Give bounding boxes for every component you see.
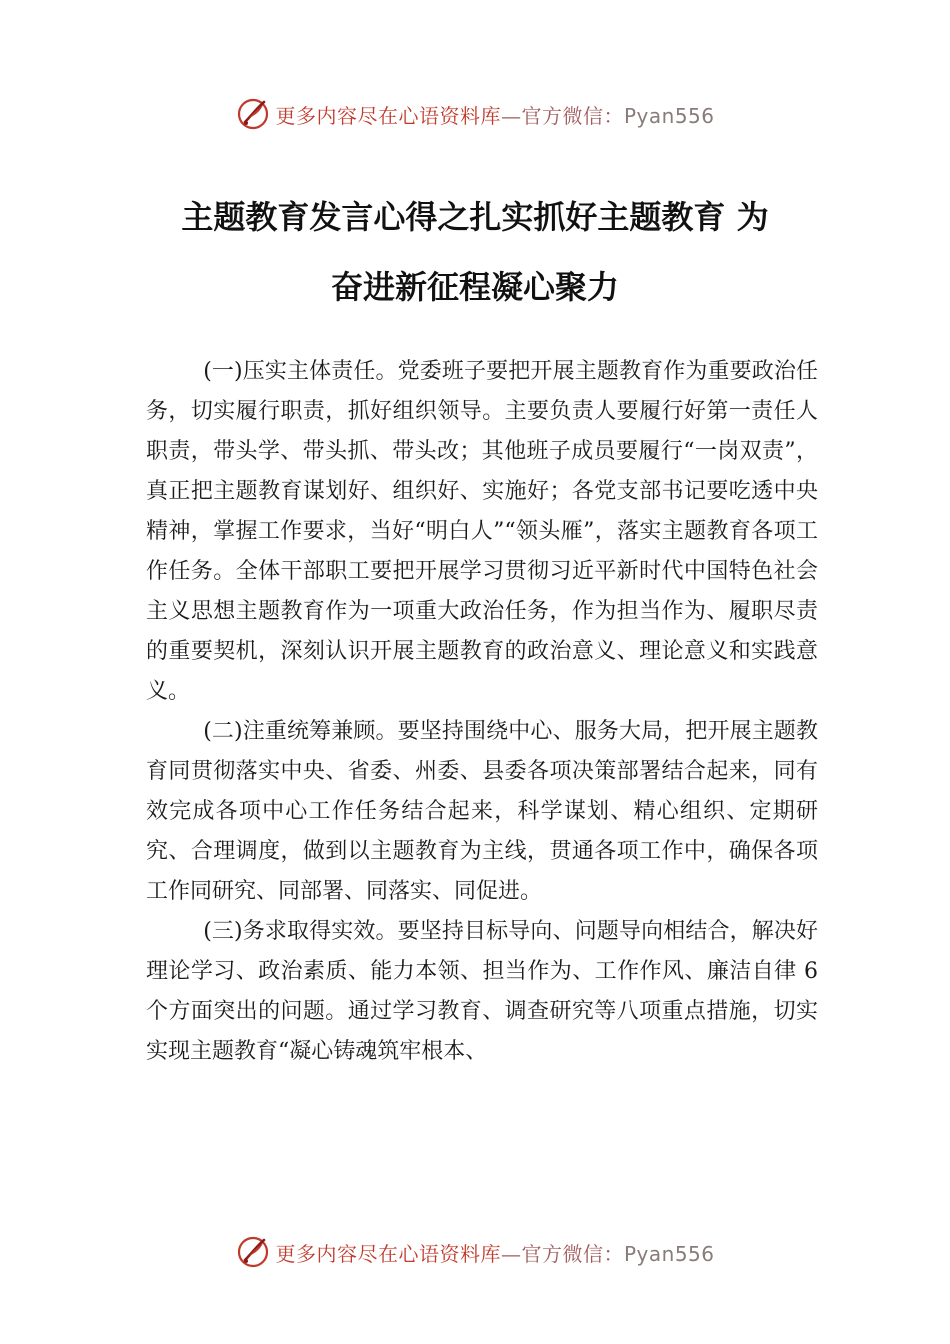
banner-slogan: 更多内容尽在心语资料库 <box>275 1241 501 1266</box>
banner-separator: — <box>500 1241 522 1266</box>
banner-text <box>275 1238 714 1267</box>
quill-seal-logo-icon <box>235 96 271 132</box>
banner-separator: — <box>500 103 522 128</box>
banner-wechat-id: Pyan556 <box>623 103 715 128</box>
quill-seal-logo-icon <box>235 1234 271 1270</box>
title-line-1: 主题教育发言心得之扎实抓好主题教育 为 <box>181 198 769 236</box>
banner-wechat-label: 官方微信： <box>521 1241 624 1266</box>
paragraph-2: (二)注重统筹兼顾。要坚持围绕中心、服务大局，把开展主题教育同贯彻落实中央、省委、州委、县委各项决策部署结合起来，同有效完成各项中心工作任务结合起来，科学谋划、精心组织、定期研究、合理调度，做到以主题教育为主线，贯通各项工作中，确保各项工作同研究、同部署、同落实、同促进。 <box>146 719 818 904</box>
banner-wechat-label: 官方微信： <box>521 103 624 128</box>
document-title <box>60 182 890 322</box>
title-line-2: 奋进新征程凝心聚力 <box>330 268 619 306</box>
banner-wechat-id: Pyan556 <box>623 1241 715 1266</box>
paragraph-1: (一)压实主体责任。党委班子要把开展主题教育作为重要政治任务，切实履行职责，抓好组织领导。主要负责人要履行好第一责任人职责，带头学、带头抓、带头改；其他班子成员要履行“一岗双责”，真正把主题教育谋划好、组织好、实施好；各党支部书记要吃透中央精神，掌握工作要求，当好“明白人”“领头雁”，落实主题教育各项工作任务。全体干部职工要把开展学习贯彻习近平新时代中国特色社会主义思想主题教育作为一项重大政治任务，作为担当作为、履职尽责的重要契机，深刻认识开展主题教育的政治意义、理论意义和实践意义。 <box>146 359 818 704</box>
document-body <box>146 352 818 1072</box>
header-banner <box>0 94 950 134</box>
paragraph-3: (三)务求取得实效。要坚持目标导向、问题导向相结合，解决好理论学习、政治素质、能力本领、担当作为、工作作风、廉洁自律 6 个方面突出的问题。通过学习教育、调查研究等八项重点措施，切实实现主题教育“凝心铸魂筑牢根本、 <box>146 919 818 1064</box>
footer-banner <box>0 1232 950 1272</box>
banner-slogan: 更多内容尽在心语资料库 <box>275 103 501 128</box>
banner-text <box>275 100 714 129</box>
